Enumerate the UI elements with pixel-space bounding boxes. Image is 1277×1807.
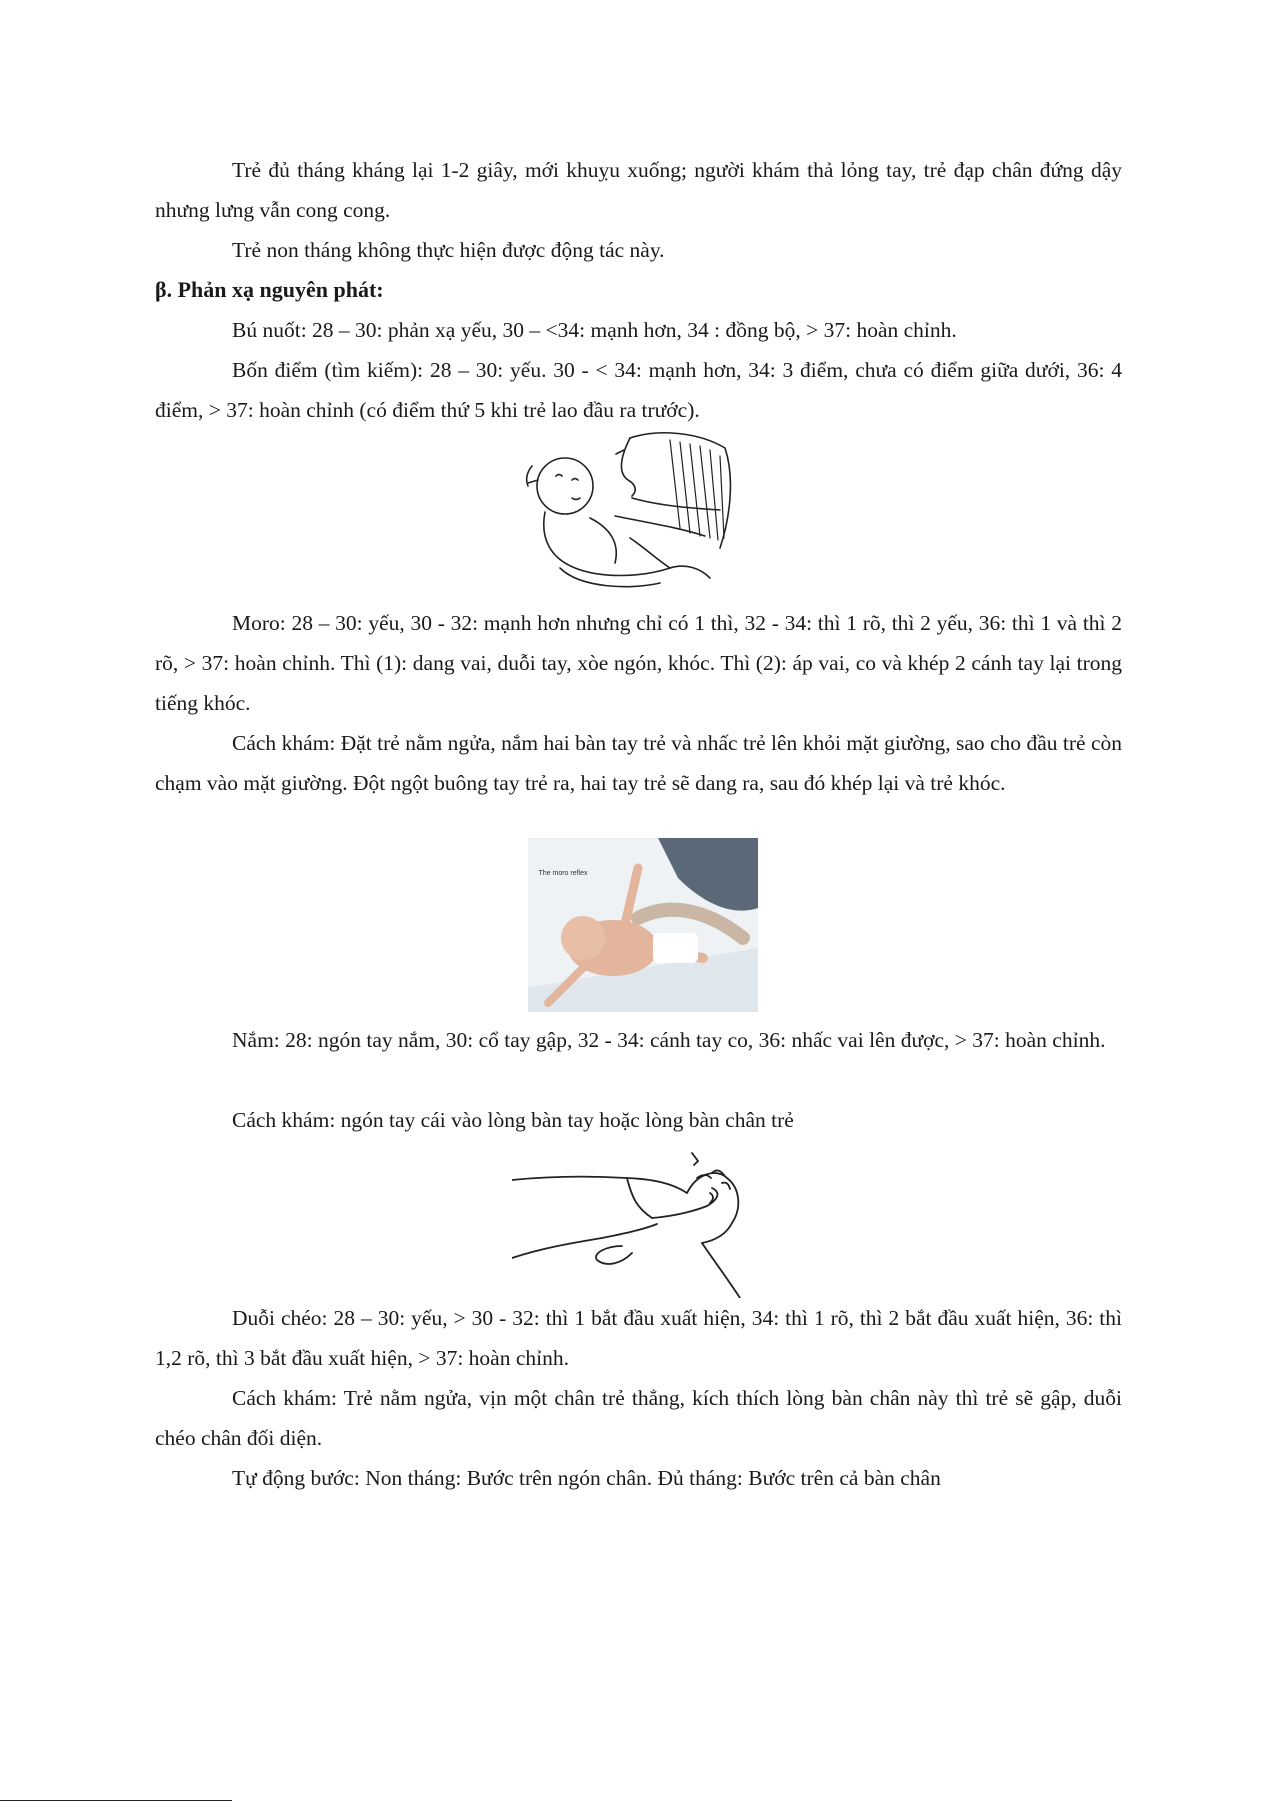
moro-reflex-photo bbox=[528, 838, 758, 1012]
paragraph-crossed-extension: Duỗi chéo: 28 – 30: yếu, > 30 - 32: thì 1 bắt đầu xuất hiện, 34: thì 1 rõ, thì 2 bắt đầu xuất hiện, 36: thì 1,2 rõ, thì 3 bắt đầu xuất hiện, > 37: hoàn chỉnh. bbox=[155, 1306, 1122, 1370]
paragraph-grasp-exam: Cách khám: ngón tay cái vào lòng bàn tay hoặc lòng bàn chân trẻ bbox=[232, 1108, 794, 1132]
section-heading-primitive-reflexes: β. Phản xạ nguyên phát: bbox=[155, 277, 384, 302]
moro-photo-caption: The moro reflex bbox=[538, 870, 588, 877]
paragraph-full-term-resistance: Trẻ đủ tháng kháng lại 1-2 giây, mới khuỵu xuống; người khám thả lỏng tay, trẻ đạp chân đứng dậy nhưng lưng vẫn cong cong. bbox=[155, 158, 1122, 222]
grasp-reflex-illustration bbox=[512, 1148, 762, 1298]
rooting-reflex-illustration bbox=[520, 428, 740, 594]
paragraph-crossed-extension-exam: Cách khám: Trẻ nằm ngửa, vịn một chân trẻ thẳng, kích thích lòng bàn chân này thì trẻ sẽ gập, duỗi chéo chân đối diện. bbox=[155, 1386, 1122, 1450]
paragraph-rooting: Bốn điểm (tìm kiếm): 28 – 30: yếu. 30 - < 34: mạnh hơn, 34: 3 điểm, chưa có điểm giữa dưới, 36: 4 điểm, > 37: hoàn chỉnh (có điểm thứ 5 khi trẻ lao đầu ra trước). bbox=[155, 358, 1122, 422]
footnote-rule bbox=[0, 1800, 232, 1801]
paragraph-moro-exam: Cách khám: Đặt trẻ nằm ngửa, nắm hai bàn tay trẻ và nhấc trẻ lên khỏi mặt giường, sao cho đầu trẻ còn chạm vào mặt giường. Đột ngột buông tay trẻ ra, hai tay trẻ sẽ dang ra, sau đó khép lại và trẻ khóc. bbox=[155, 731, 1122, 795]
paragraph-preterm: Trẻ non tháng không thực hiện được động tác này. bbox=[232, 238, 665, 262]
paragraph-grasp: Nắm: 28: ngón tay nắm, 30: cổ tay gập, 32 - 34: cánh tay co, 36: nhấc vai lên được, > 37: hoàn chỉnh. bbox=[232, 1028, 1106, 1052]
paragraph-moro: Moro: 28 – 30: yếu, 30 - 32: mạnh hơn nhưng chỉ có 1 thì, 32 - 34: thì 1 rõ, thì 2 yếu, 36: thì 1 và thì 2 rõ, > 37: hoàn chỉnh. Thì (1): dang vai, duỗi tay, xòe ngón, khóc. Thì (2): áp vai, co và khép 2 cánh tay lại trong tiếng khóc. bbox=[155, 611, 1122, 715]
moro-photo-drawing bbox=[528, 838, 758, 1012]
paragraph-stepping: Tự động bước: Non tháng: Bước trên ngón chân. Đủ tháng: Bước trên cả bàn chân bbox=[232, 1466, 941, 1490]
paragraph-suck-swallow: Bú nuốt: 28 – 30: phản xạ yếu, 30 – <34: mạnh hơn, 34 : đồng bộ, > 37: hoàn chỉnh. bbox=[232, 318, 957, 342]
